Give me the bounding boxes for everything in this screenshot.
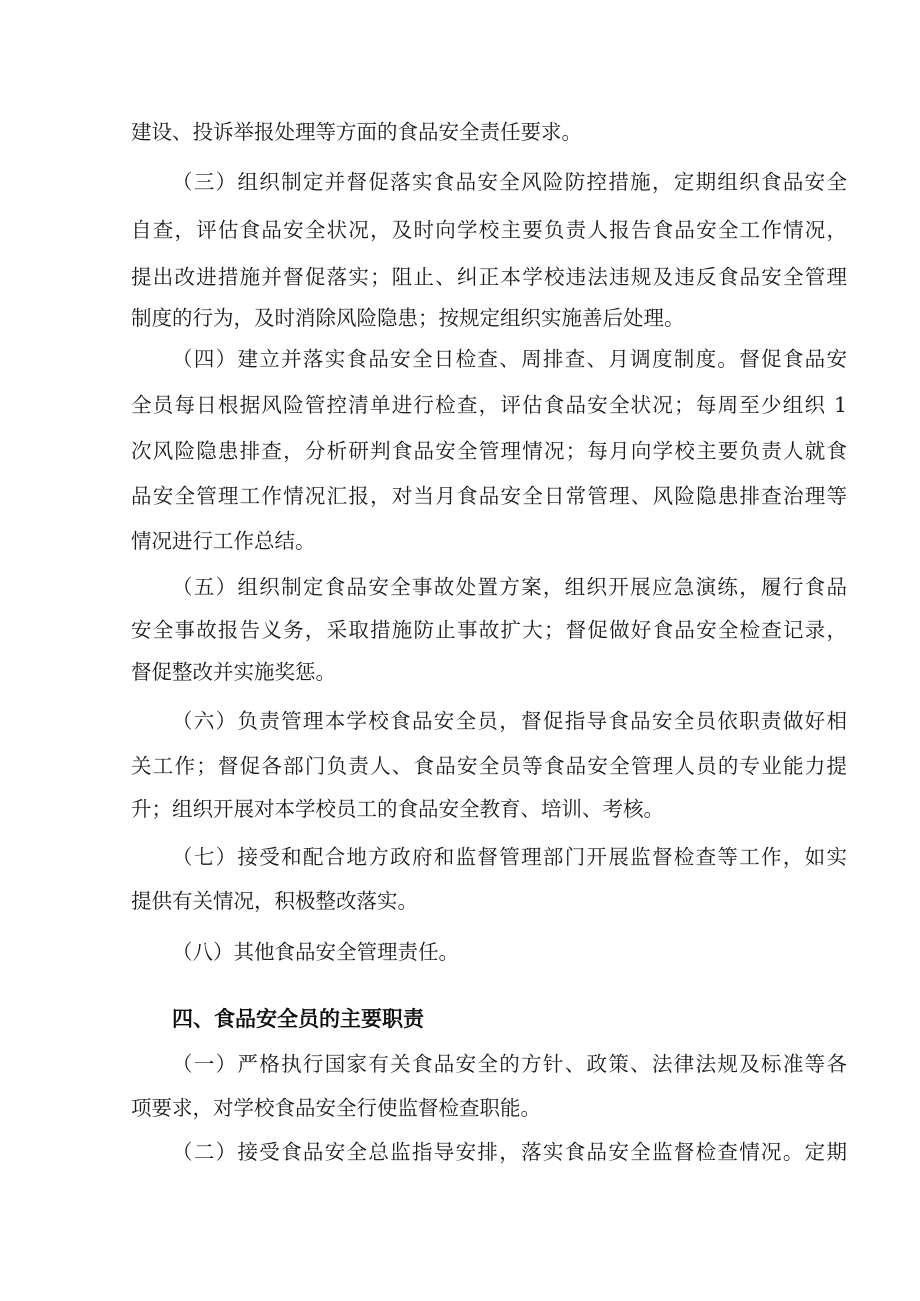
paragraph-line: 建设、投诉举报处理等方面的食品安全责任要求。 xyxy=(131,120,582,144)
paragraph-line: （四）建立并落实食品安全日检查、周排查、月调度制度。督促食品安 xyxy=(172,347,847,371)
paragraph-line: （一）严格执行国家有关食品安全的方针、政策、法律法规及标准等各 xyxy=(172,1052,847,1076)
paragraph-line: 品安全管理工作情况汇报，对当月食品安全日常管理、风险隐患排查治理等 xyxy=(131,484,847,508)
paragraph-line: 安全事故报告义务，采取措施防止事故扩大；督促做好食品安全检查记录， xyxy=(131,618,847,642)
paragraph-line: 提出改进措施并督促落实；阻止、纠正本学校违法违规及违反食品安全管理 xyxy=(131,265,847,289)
paragraph-line: 项要求，对学校食品安全行使监督检查职能。 xyxy=(131,1096,541,1120)
paragraph-line: （三）组织制定并督促落实食品安全风险防控措施，定期组织食品安全 xyxy=(172,170,847,194)
paragraph-line: 全员每日根据风险管控清单进行检查，评估食品安全状况；每周至少组织 1 xyxy=(131,393,847,417)
paragraph-line: 自查，评估食品安全状况，及时向学校主要负责人报告食品安全工作情况， xyxy=(131,218,847,242)
paragraph-line: 升；组织开展对本学校员工的食品安全教育、培训、考核。 xyxy=(131,797,664,821)
paragraph-line: （二）接受食品安全总监指导安排，落实食品安全监督检查情况。定期 xyxy=(172,1140,847,1164)
paragraph-line: （七）接受和配合地方政府和监督管理部门开展监督检查等工作，如实 xyxy=(172,845,847,869)
paragraph-line: （五）组织制定食品安全事故处置方案，组织开展应急演练，履行食品 xyxy=(172,575,847,599)
paragraph-line: 次风险隐患排查，分析研判食品安全管理情况；每月向学校主要负责人就食 xyxy=(131,439,847,463)
paragraph-line: （六）负责管理本学校食品安全员，督促指导食品安全员依职责做好相 xyxy=(172,709,847,733)
paragraph-line: 关工作；督促各部门负责人、食品安全员等食品安全管理人员的专业能力提 xyxy=(131,754,847,778)
paragraph-line: （八）其他食品安全管理责任。 xyxy=(172,940,459,964)
section-heading: 四、食品安全员的主要职责 xyxy=(172,1007,424,1031)
paragraph-line: 情况进行工作总结。 xyxy=(131,529,316,553)
paragraph-line: 提供有关情况，积极整改落实。 xyxy=(131,889,418,913)
paragraph-line: 督促整改并实施奖惩。 xyxy=(131,660,336,684)
paragraph-line: 制度的行为，及时消除风险隐患；按规定组织实施善后处理。 xyxy=(131,306,685,330)
